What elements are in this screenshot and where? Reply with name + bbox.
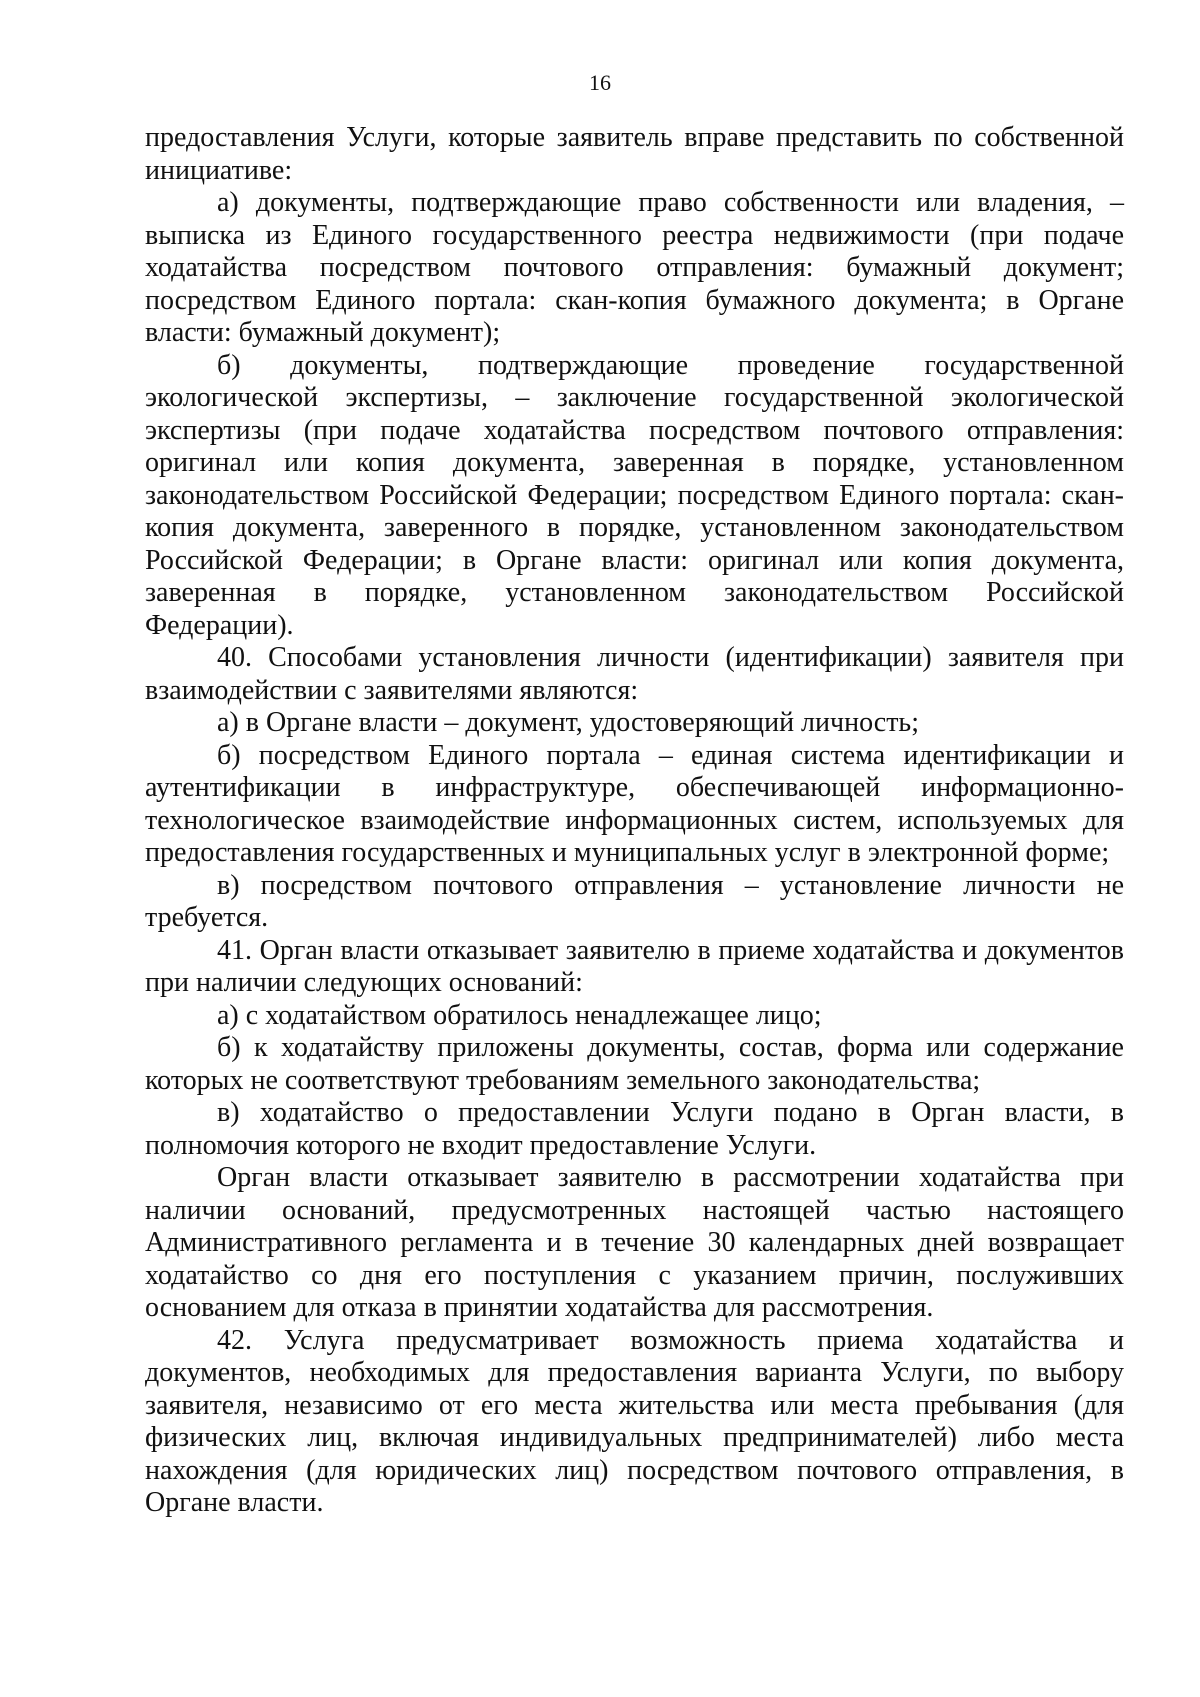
paragraph-clause-41-b: б) к ходатайству приложены документы, состав, форма или содержание которых не соответствуют требованиям земельного законодательства;: [145, 1032, 1124, 1096]
paragraph-clause-41: 41. Орган власти отказывает заявителю в приеме ходатайства и документов при наличии следующих оснований:: [145, 934, 1124, 998]
paragraph-clause-40: 40. Способами установления личности (идентификации) заявителя при взаимодействии с заявителями являются:: [145, 642, 1124, 706]
paragraph-item-a-ownership-docs: а) документы, подтверждающие право собственности или владения, – выписка из Единого государственного реестра недвижимости (при подаче ходатайства посредством почтового отправления: бумажный документ; посредством Единого портала: скан-копия бумажного документа; в Органе власти: бумажный документ);: [145, 187, 1124, 348]
paragraph-clause-40-b: б) посредством Единого портала – единая система идентификации и аутентификации в инфраструктуре, обеспечивающей информационно-технологическое взаимодействие информационных систем, используемых для предоставления государственных и муниципальных услуг в электронной форме;: [145, 739, 1124, 868]
document-body: [145, 122, 1124, 1520]
paragraph-refusal-consideration: Орган власти отказывает заявителю в рассмотрении ходатайства при наличии оснований, предусмотренных настоящей частью настоящего Административного регламента и в течение 30 календарных дней возвращает ходатайство со дня его поступления с указанием причин, послуживших основанием для отказа в принятии ходатайства для рассмотрения.: [145, 1162, 1124, 1323]
paragraph-clause-40-c: в) посредством почтового отправления – установление личности не требуется.: [145, 869, 1124, 933]
paragraph-clause-42: 42. Услуга предусматривает возможность приема ходатайства и документов, необходимых для предоставления варианта Услуги, по выбору заявителя, независимо от его места жительства или места пребывания (для физических лиц, включая индивидуальных предпринимателей) либо места нахождения (для юридических лиц) посредством почтового отправления, в Органе власти.: [145, 1324, 1124, 1518]
paragraph-continuation: предоставления Услуги, которые заявитель вправе представить по собственной инициативе:: [145, 122, 1124, 186]
paragraph-clause-40-a: а) в Органе власти – документ, удостоверяющий личность;: [217, 707, 919, 738]
paragraph-clause-41-c: в) ходатайство о предоставлении Услуги подано в Орган власти, в полномочия которого не входит предоставление Услуги.: [145, 1097, 1124, 1161]
page-number: 16: [589, 70, 611, 95]
paragraph-clause-41-a: а) с ходатайством обратилось ненадлежащее лицо;: [217, 999, 822, 1031]
paragraph-item-b-ecological-expertise: б) документы, подтверждающие проведение государственной экологической экспертизы, – заключение государственной экологической экспертизы (при подаче ходатайства посредством почтового отправления: оригинал или копия документа, заверенная в порядке, установленном законодательством Российской Федерации; посредством Единого портала: скан-копия документа, заверенного в порядке, установленном законодательством Российской Федерации; в Органе власти: оригинал или копия документа, заверенная в порядке, установленном законодательством Российской Федерации).: [145, 349, 1124, 641]
